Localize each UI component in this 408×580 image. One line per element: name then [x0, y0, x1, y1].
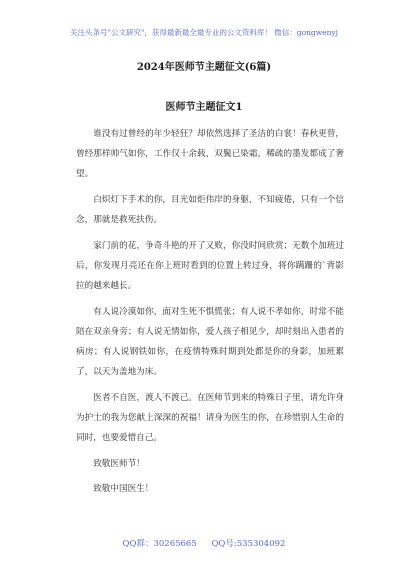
paragraph: 医者不自医，渡人不渡己。在医师节到来的特殊日子里，请允许身为护士的我为您献上深深的祝福！请身为医生的你，在珍惜别人生命的同时，也要爱惜自己。: [76, 393, 344, 443]
document-title: 2024年医师节主题征文(6篇): [136, 62, 272, 73]
footer-contact: [0, 538, 408, 550]
header-promo-note: 关注头条号"公文研究"，获得最新最全最专业的公文资料库！ 微信：gongwenyj: [70, 28, 338, 37]
document-body: [76, 124, 344, 504]
closing-line: 致敬医师节！: [93, 459, 145, 469]
paragraph: 有人说冷漠如你，面对生死不惧慌张；有人说不孝如你，时常不能陪在双亲身旁；有人说无情如你，爱人孩子相见少，却时刻出入患者的病房；有人说钢铁如你，在疫情特殊时期到处都是你的身影，加班累了，以天为盖地为床。: [76, 307, 344, 377]
footer-qq-number: QQ号:535304092: [211, 539, 286, 549]
paragraph: 家门前的花，争奇斗艳的开了又败，你没时间欣赏；无数个加班过后，你发现月亮还在你上班时看到的位置上转过身，将你蹒跚的`背影拉的越来越长。: [76, 241, 344, 291]
closing-line: 致敬中国医生！: [93, 484, 154, 494]
paragraph: 谁没有过曾经的年少轻狂？却依然选择了圣洁的白裳！春秋更替，曾经那样帅气如你，工作仅十余载，双鬓已染霜，稀疏的墨发都成了奢望。: [76, 129, 344, 179]
footer-qq-group: QQ群：30265665: [122, 539, 197, 549]
paragraph: 白炽灯下手术的你，目光如炬伟岸的身躯，不知疲倦，只有一个信念，那就是救死扶伤。: [76, 195, 344, 225]
section-title: 医师节主题征文1: [165, 102, 243, 113]
